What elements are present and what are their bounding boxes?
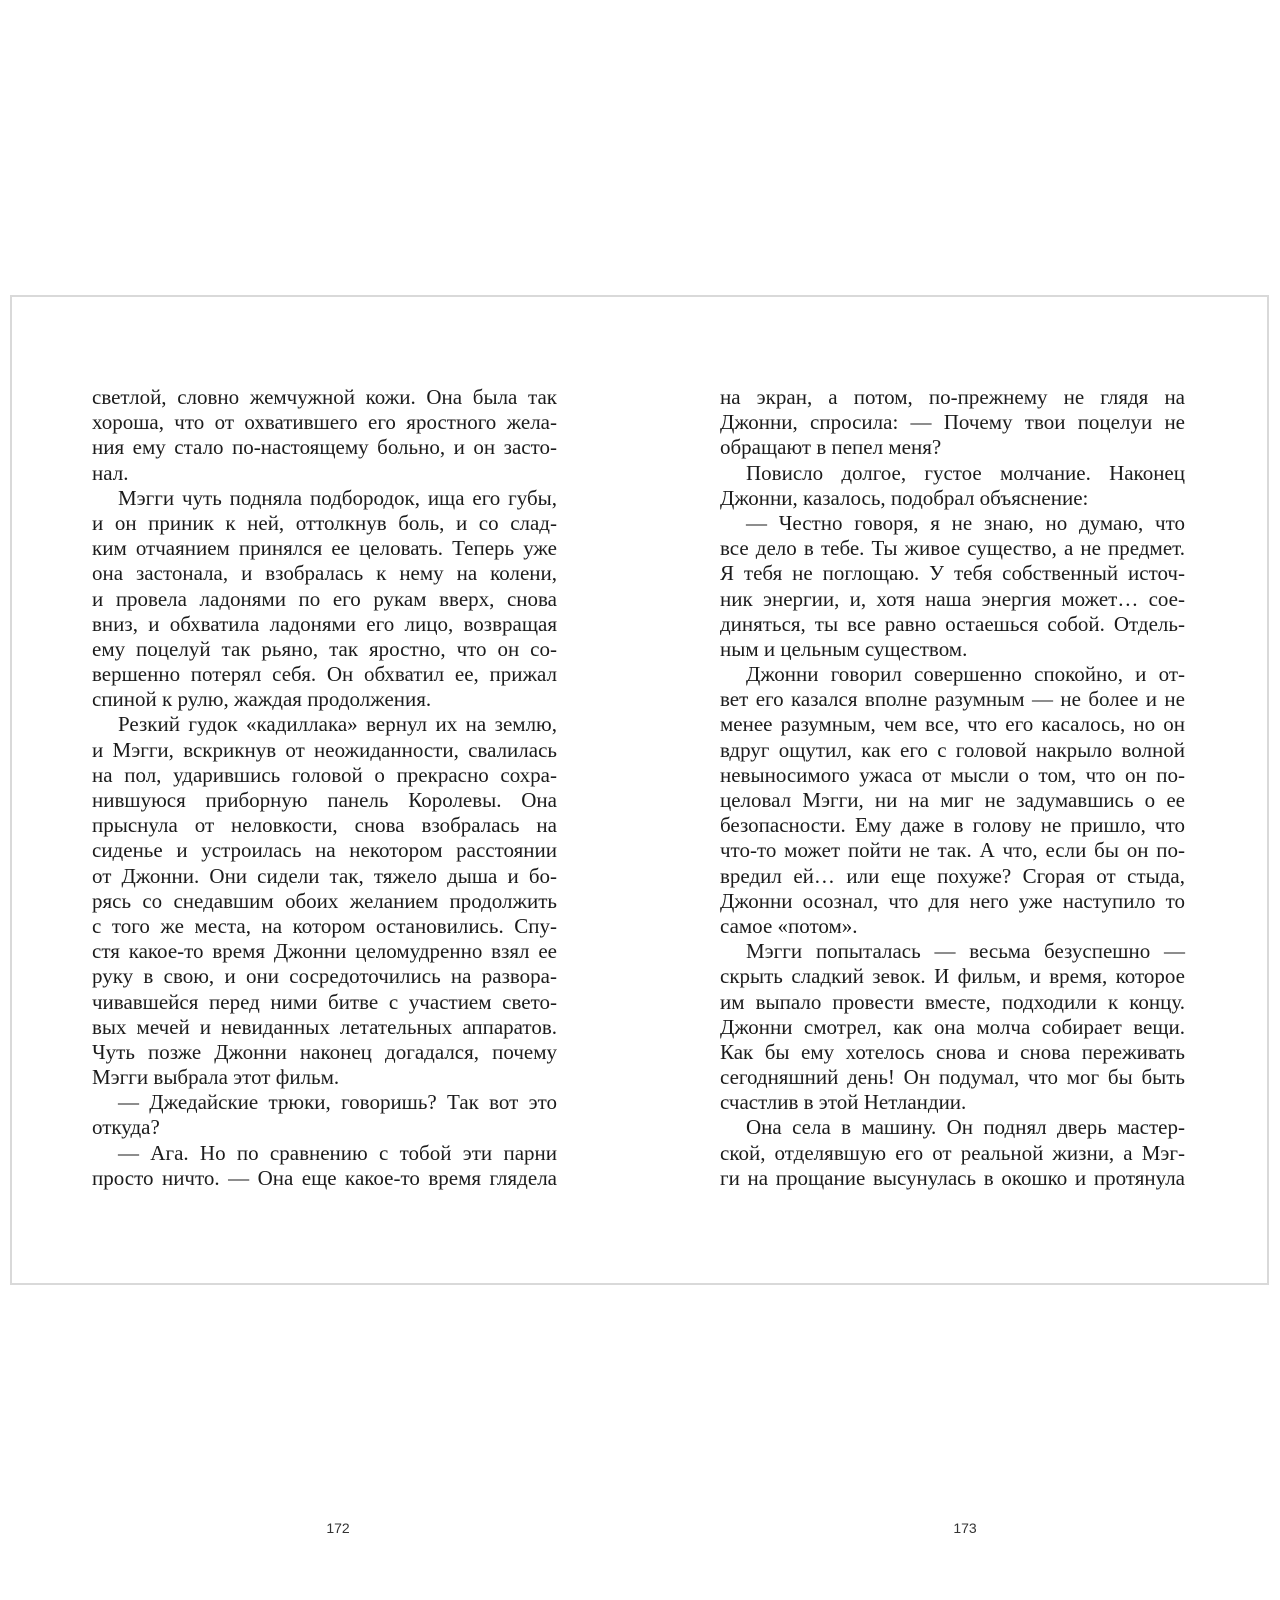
text-line: Джонни, спросила: — Почему твои поцелуи не <box>720 410 1185 435</box>
text-line: Джонни осознал, что для него уже наступило то <box>720 888 1185 913</box>
text-line: ник энергии, и, хотя наша энергия может… сое- <box>720 586 1185 611</box>
text-line: ги на прощание высунулась в окошко и протянула <box>720 1165 1185 1190</box>
text-line: вет его казался вполне разумным — не более и не <box>720 687 1185 712</box>
text-line: что-то может пойти не так. А что, если бы он по- <box>720 838 1185 863</box>
text-line: Резкий гудок «кадиллака» вернул их на землю, <box>118 712 557 737</box>
text-line: нал. <box>92 460 129 485</box>
text-line: Джонни, казалось, подобрал объяснение: <box>720 485 1089 510</box>
right-page-number: 173 <box>953 1520 977 1536</box>
text-line: — Честно говоря, я не знаю, но думаю, что <box>746 510 1185 535</box>
text-line: от Джонни. Они сидели так, тяжело дыша и бо- <box>92 863 557 888</box>
text-line: Мэгги выбрала этот фильм. <box>92 1065 340 1090</box>
text-line: с того же места, на котором остановились. Спу- <box>92 913 557 938</box>
text-line: и Мэгги, вскрикнув от неожиданности, свалилась <box>92 737 557 762</box>
text-line: невыносимого ужаса от мысли о том, что он по- <box>720 762 1185 787</box>
text-line: вых мечей и невиданных летательных аппаратов. <box>92 1014 557 1039</box>
text-line: диняться, ты все равно остаешься собой. Отдель- <box>720 611 1185 636</box>
left-page-text <box>92 385 557 1191</box>
left-page-number: 172 <box>326 1520 350 1536</box>
text-line: безопасности. Ему даже в голову не пришло, что <box>720 813 1185 838</box>
text-line: Джонни говорил совершенно спокойно, и от- <box>746 662 1185 687</box>
text-line: им выпало провести вместе, подходили к концу. <box>720 989 1185 1014</box>
text-line: вниз, и обхватила ладонями его лицо, возвращая <box>92 611 557 636</box>
text-line: ким отчаянием принялся ее целовать. Теперь уже <box>92 536 557 561</box>
text-line: Я тебя не поглощаю. У тебя собственный источ- <box>720 561 1185 586</box>
text-line: спиной к рулю, жаждая продолжения. <box>92 687 432 712</box>
text-line: скрыть сладкий зевок. И фильм, и время, которое <box>720 964 1185 989</box>
text-line: — Джедайские трюки, говоришь? Так вот это <box>118 1090 557 1115</box>
text-line: ему поцелуй так рьяно, так яростно, что он со- <box>92 636 557 661</box>
text-line: рясь со снедавшим обоих желанием продолжить <box>92 888 557 913</box>
text-line: Повисло долгое, густое молчание. Наконец <box>746 460 1185 485</box>
text-line: Мэгги попыталась — весьма безуспешно — <box>746 939 1185 964</box>
text-line: просто ничто. — Она еще какое-то время глядела <box>92 1165 557 1190</box>
text-line: хороша, что от охватившего его яростного жела- <box>92 410 557 435</box>
text-line: Чуть позже Джонни наконец догадался, почему <box>92 1039 557 1064</box>
text-line: и он приник к ней, оттолкнув боль, и со слад- <box>92 510 557 535</box>
text-line: сегодняшний день! Он подумал, что мог бы быть <box>720 1065 1185 1090</box>
text-line: вершенно потерял себя. Он обхватил ее, прижал <box>92 662 557 687</box>
text-line: обращают в пепел меня? <box>720 435 942 460</box>
text-line: Джонни смотрел, как она молча собирает вещи. <box>720 1014 1185 1039</box>
text-line: на экран, а потом, по-прежнему не глядя на <box>720 385 1185 409</box>
text-line: целовал Мэгги, ни на миг не задумавшись о ее <box>720 788 1185 812</box>
text-line: и провела ладонями по его рукам вверх, снова <box>92 586 557 611</box>
text-line: она застонала, и взобралась к нему на колени, <box>92 561 557 586</box>
text-line: Как бы ему хотелось снова и снова переживать <box>720 1039 1185 1064</box>
text-line: — Ага. Но по сравнению с тобой эти парни <box>118 1140 557 1165</box>
text-line: ния ему стало по-настоящему больно, и он засто- <box>92 435 557 460</box>
text-line: менее разумным, чем все, что его касалось, но он <box>720 712 1185 737</box>
text-line: ным и цельным существом. <box>720 636 968 661</box>
text-line: откуда? <box>92 1115 160 1140</box>
text-line: на пол, ударившись головой о прекрасно сохра- <box>92 762 557 787</box>
text-line: стя какое-то время Джонни целомудренно взял ее <box>92 939 557 964</box>
right-page-text <box>720 385 1185 1191</box>
text-line: вредил ей… или еще похуже? Сгорая от стыда, <box>720 863 1185 888</box>
text-line: все дело в тебе. Ты живое существо, а не предмет. <box>720 536 1185 561</box>
text-line: самое «потом». <box>720 913 858 938</box>
text-line: Она села в машину. Он поднял дверь мастер- <box>746 1115 1185 1140</box>
text-line: счастлив в этой Нетландии. <box>720 1090 967 1115</box>
text-line: нившуюся приборную панель Королевы. Она <box>92 788 557 812</box>
text-line: чивавшейся перед ними битве с участием свето- <box>92 989 557 1014</box>
text-line: прыснула от неловкости, снова взобралась на <box>92 813 557 838</box>
text-line: ской, отделявшую его от реальной жизни, а Мэг- <box>720 1140 1185 1165</box>
text-line: Мэгги чуть подняла подбородок, ища его губы, <box>118 485 557 510</box>
book-spread <box>10 295 1269 1536</box>
text-line: светлой, словно жемчужной кожи. Она была так <box>92 385 557 409</box>
text-line: руку в свою, и они сосредоточились на развора- <box>92 964 557 989</box>
text-line: сиденье и устроилась на некотором расстоянии <box>92 838 557 863</box>
text-line: вдруг ощутил, как его с головой накрыло волной <box>720 737 1185 762</box>
